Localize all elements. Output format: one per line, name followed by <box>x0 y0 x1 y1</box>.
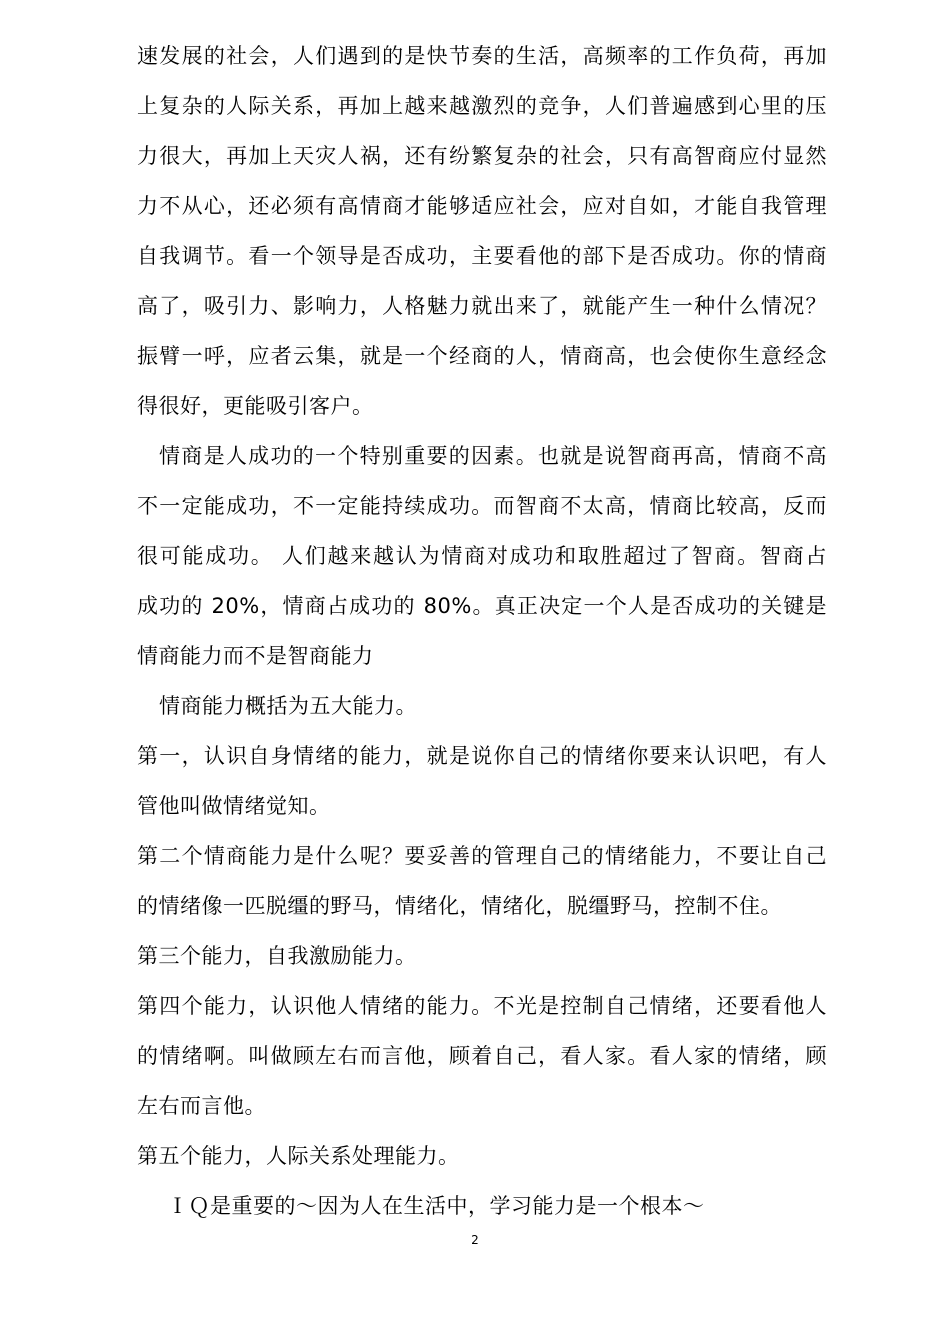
page-number: 2 <box>471 1233 479 1247</box>
text-line: 第四个能力，认识他人情绪的能力。不光是控制自己情绪，还要看他人 <box>137 994 827 1018</box>
text-line: 不一定能成功，不一定能持续成功。而智商不太高，情商比较高，反而 <box>137 494 827 518</box>
text-line: 情商能力概括为五大能力。 <box>159 694 417 718</box>
text-line: 上复杂的人际关系，再加上越来越激烈的竞争，人们普遍感到心里的压 <box>137 94 827 118</box>
text-line: 力很大，再加上天灾人祸，还有纷繁复杂的社会，只有高智商应付显然 <box>137 144 827 168</box>
text-line: 很可能成功。 人们越来越认为情商对成功和取胜超过了智商。智商占 <box>137 544 827 568</box>
text-line: 第五个能力，人际关系处理能力。 <box>137 1144 460 1168</box>
text-line: 速发展的社会，人们遇到的是快节奏的生活，高频率的工作负荷，再加 <box>137 44 827 68</box>
text-line: 自我调节。看一个领导是否成功，主要看他的部下是否成功。你的情商 <box>137 244 827 268</box>
text-line: 得很好，更能吸引客户。 <box>137 394 374 418</box>
text-line: 振臂一呼，应者云集，就是一个经商的人，情商高，也会使你生意经念 <box>137 344 827 368</box>
text-line: 高了，吸引力、影响力，人格魅力就出来了，就能产生一种什么情况？ <box>137 294 827 318</box>
text-line: 成功的 20%，情商占成功的 80%。真正决定一个人是否成功的关键是 <box>137 594 827 618</box>
text-line: 第一，认识自身情绪的能力，就是说你自己的情绪你要来认识吧，有人 <box>137 744 827 768</box>
text-line: 管他叫做情绪觉知。 <box>137 794 331 818</box>
text-line: 第二个情商能力是什么呢？要妥善的管理自己的情绪能力，不要让自己 <box>137 844 827 868</box>
text-line: 左右而言他。 <box>137 1094 266 1118</box>
text-line: 的情绪啊。叫做顾左右而言他，顾着自己，看人家。看人家的情绪，顾 <box>137 1044 827 1068</box>
text-line: 情商是人成功的一个特别重要的因素。也就是说智商再高，情商不高 <box>159 444 827 468</box>
text-line: 情商能力而不是智商能力 <box>137 644 374 668</box>
text-line: 第三个能力，自我激励能力。 <box>137 944 417 968</box>
text-line: 力不从心，还必须有高情商才能够适应社会，应对自如，才能自我管理 <box>137 194 827 218</box>
text-line: ＩＱ是重要的～因为人在生活中，学习能力是一个根本～ <box>167 1194 705 1218</box>
body-text <box>137 36 827 1236</box>
text-line: 的情绪像一匹脱缰的野马，情绪化，情绪化，脱缰野马，控制不住。 <box>137 894 782 918</box>
